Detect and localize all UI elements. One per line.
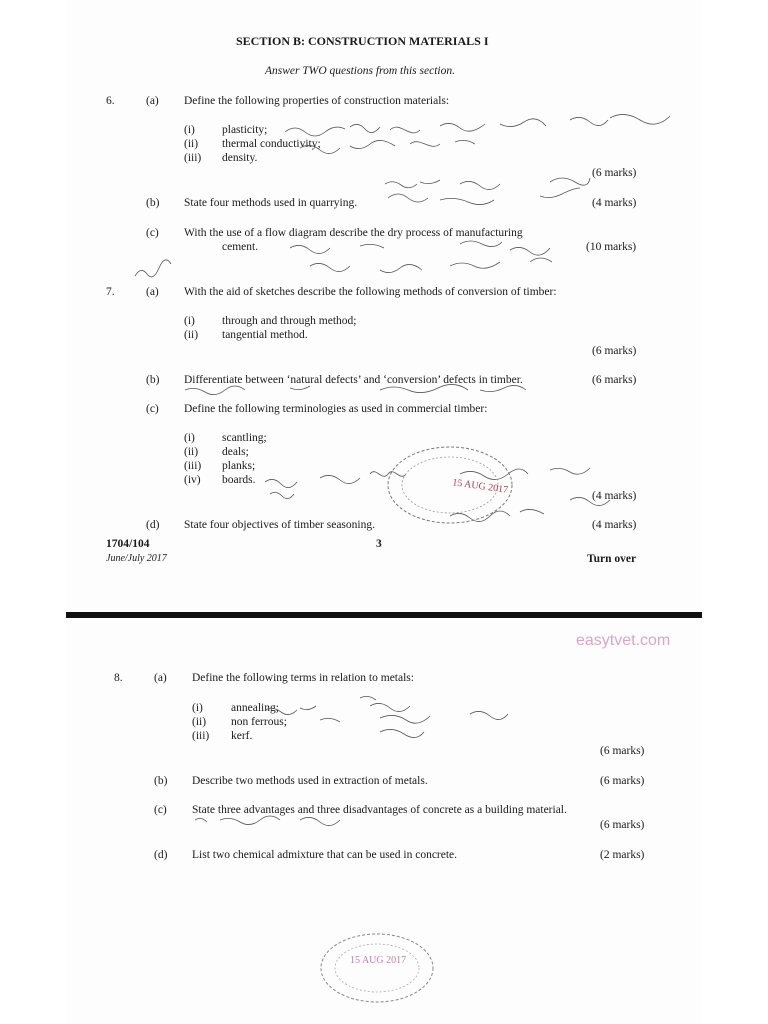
handwritten-notes [190, 812, 370, 828]
q6-number: 6. [106, 95, 115, 107]
q6a-item-num: (i) [184, 124, 195, 136]
q8d-text: List two chemical admixture that can be used in concrete. [192, 849, 458, 861]
q7d-text: State four objectives of timber seasoning. [184, 519, 375, 531]
q7a-item-text: through and through method; [222, 315, 357, 327]
q8a-item-text: non ferrous; [231, 716, 287, 728]
q7d-label: (d) [146, 519, 160, 531]
q8a-text: Define the following terms in relation to metals: [192, 672, 414, 684]
q8a-item-text: kerf. [231, 730, 253, 742]
q7b-text: Differentiate between ‘natural defects’ and ‘conversion’ defects in timber. [184, 374, 523, 386]
q8a-item-num: (ii) [192, 716, 207, 728]
q8b-marks: (6 marks) [600, 775, 645, 787]
q8c-marks: (6 marks) [600, 819, 645, 831]
section-title: SECTION B: CONSTRUCTION MATERIALS I [236, 34, 489, 48]
q7b-marks: (6 marks) [592, 374, 637, 386]
q8a-label: (a) [154, 672, 167, 684]
q8a-item-text: annealing; [231, 702, 279, 714]
q8c-text: State three advantages and three disadvantages of concrete as a building material. [192, 804, 567, 816]
q7a-item-num: (ii) [184, 329, 199, 341]
page-number: 3 [376, 538, 382, 550]
q6b-marks: (4 marks) [592, 197, 637, 209]
q7c-item-num: (iii) [184, 460, 202, 472]
exam-date: June/July 2017 [106, 553, 167, 564]
q6b-label: (b) [146, 197, 160, 209]
q7c-item-text: planks; [222, 460, 256, 472]
q6a-item-text: plasticity; [222, 124, 268, 136]
handwritten-notes [260, 692, 560, 740]
turn-over: Turn over [587, 553, 637, 565]
q7c-label: (c) [146, 403, 159, 415]
q8d-label: (d) [154, 849, 168, 861]
q6a-marks: (6 marks) [592, 167, 637, 179]
q8-number: 8. [114, 672, 123, 684]
q8a-item-num: (iii) [192, 730, 210, 742]
q7c-marks: (4 marks) [592, 490, 637, 502]
stamp-date: 15 AUG 2017 [451, 477, 509, 496]
q8a-marks: (6 marks) [600, 745, 645, 757]
q8c-label: (c) [154, 804, 167, 816]
q8b-text: Describe two methods used in extraction of metals. [192, 775, 428, 787]
q7d-marks: (4 marks) [592, 519, 637, 531]
q8b-label: (b) [154, 775, 168, 787]
q7a-item-num: (i) [184, 315, 195, 327]
q8d-marks: (2 marks) [600, 849, 645, 861]
q7-number: 7. [106, 286, 115, 298]
q7a-item-text: tangential method. [222, 329, 308, 341]
q7a-label: (a) [146, 286, 159, 298]
q7c-item-text: deals; [222, 446, 249, 458]
instruction: Answer TWO questions from this section. [265, 65, 455, 77]
q7c-item-text: scantling; [222, 432, 267, 444]
q7a-text: With the aid of sketches describe the following methods of conversion of timber: [184, 286, 557, 298]
q6c-text: With the use of a flow diagram describe the dry process of manufacturing [184, 227, 523, 239]
q7b-label: (b) [146, 374, 160, 386]
q7c-item-num: (iv) [184, 474, 201, 486]
handwritten-notes [380, 176, 600, 220]
stamp-date: 15 AUG 2017 [350, 955, 407, 966]
watermark: easytvet.com [576, 632, 671, 649]
q6a-item-text: thermal conductivity; [222, 138, 321, 150]
q6a-item-num: (iii) [184, 152, 202, 164]
q7a-marks: (6 marks) [592, 345, 637, 357]
q6c-marks: (10 marks) [586, 241, 637, 253]
q6a-text: Define the following properties of construction materials: [184, 95, 450, 107]
handwritten-notes [280, 112, 700, 162]
paper-code: 1704/104 [106, 538, 150, 550]
handwritten-notes [180, 380, 580, 400]
q6a-item-num: (ii) [184, 138, 199, 150]
date-stamp [312, 928, 442, 1008]
q6b-text: State four methods used in quarrying. [184, 197, 358, 209]
handwritten-notes [130, 236, 600, 286]
q7c-item-num: (ii) [184, 446, 199, 458]
q7c-item-text: boards. [222, 474, 256, 486]
q6a-item-text: density. [222, 152, 258, 164]
q6c-text-continued: cement. [222, 241, 259, 253]
q6c-label: (c) [146, 227, 159, 239]
q7c-item-num: (i) [184, 432, 195, 444]
q8a-item-num: (i) [192, 702, 203, 714]
q6a-label: (a) [146, 95, 159, 107]
q7c-text: Define the following terminologies as used in commercial timber: [184, 403, 488, 415]
